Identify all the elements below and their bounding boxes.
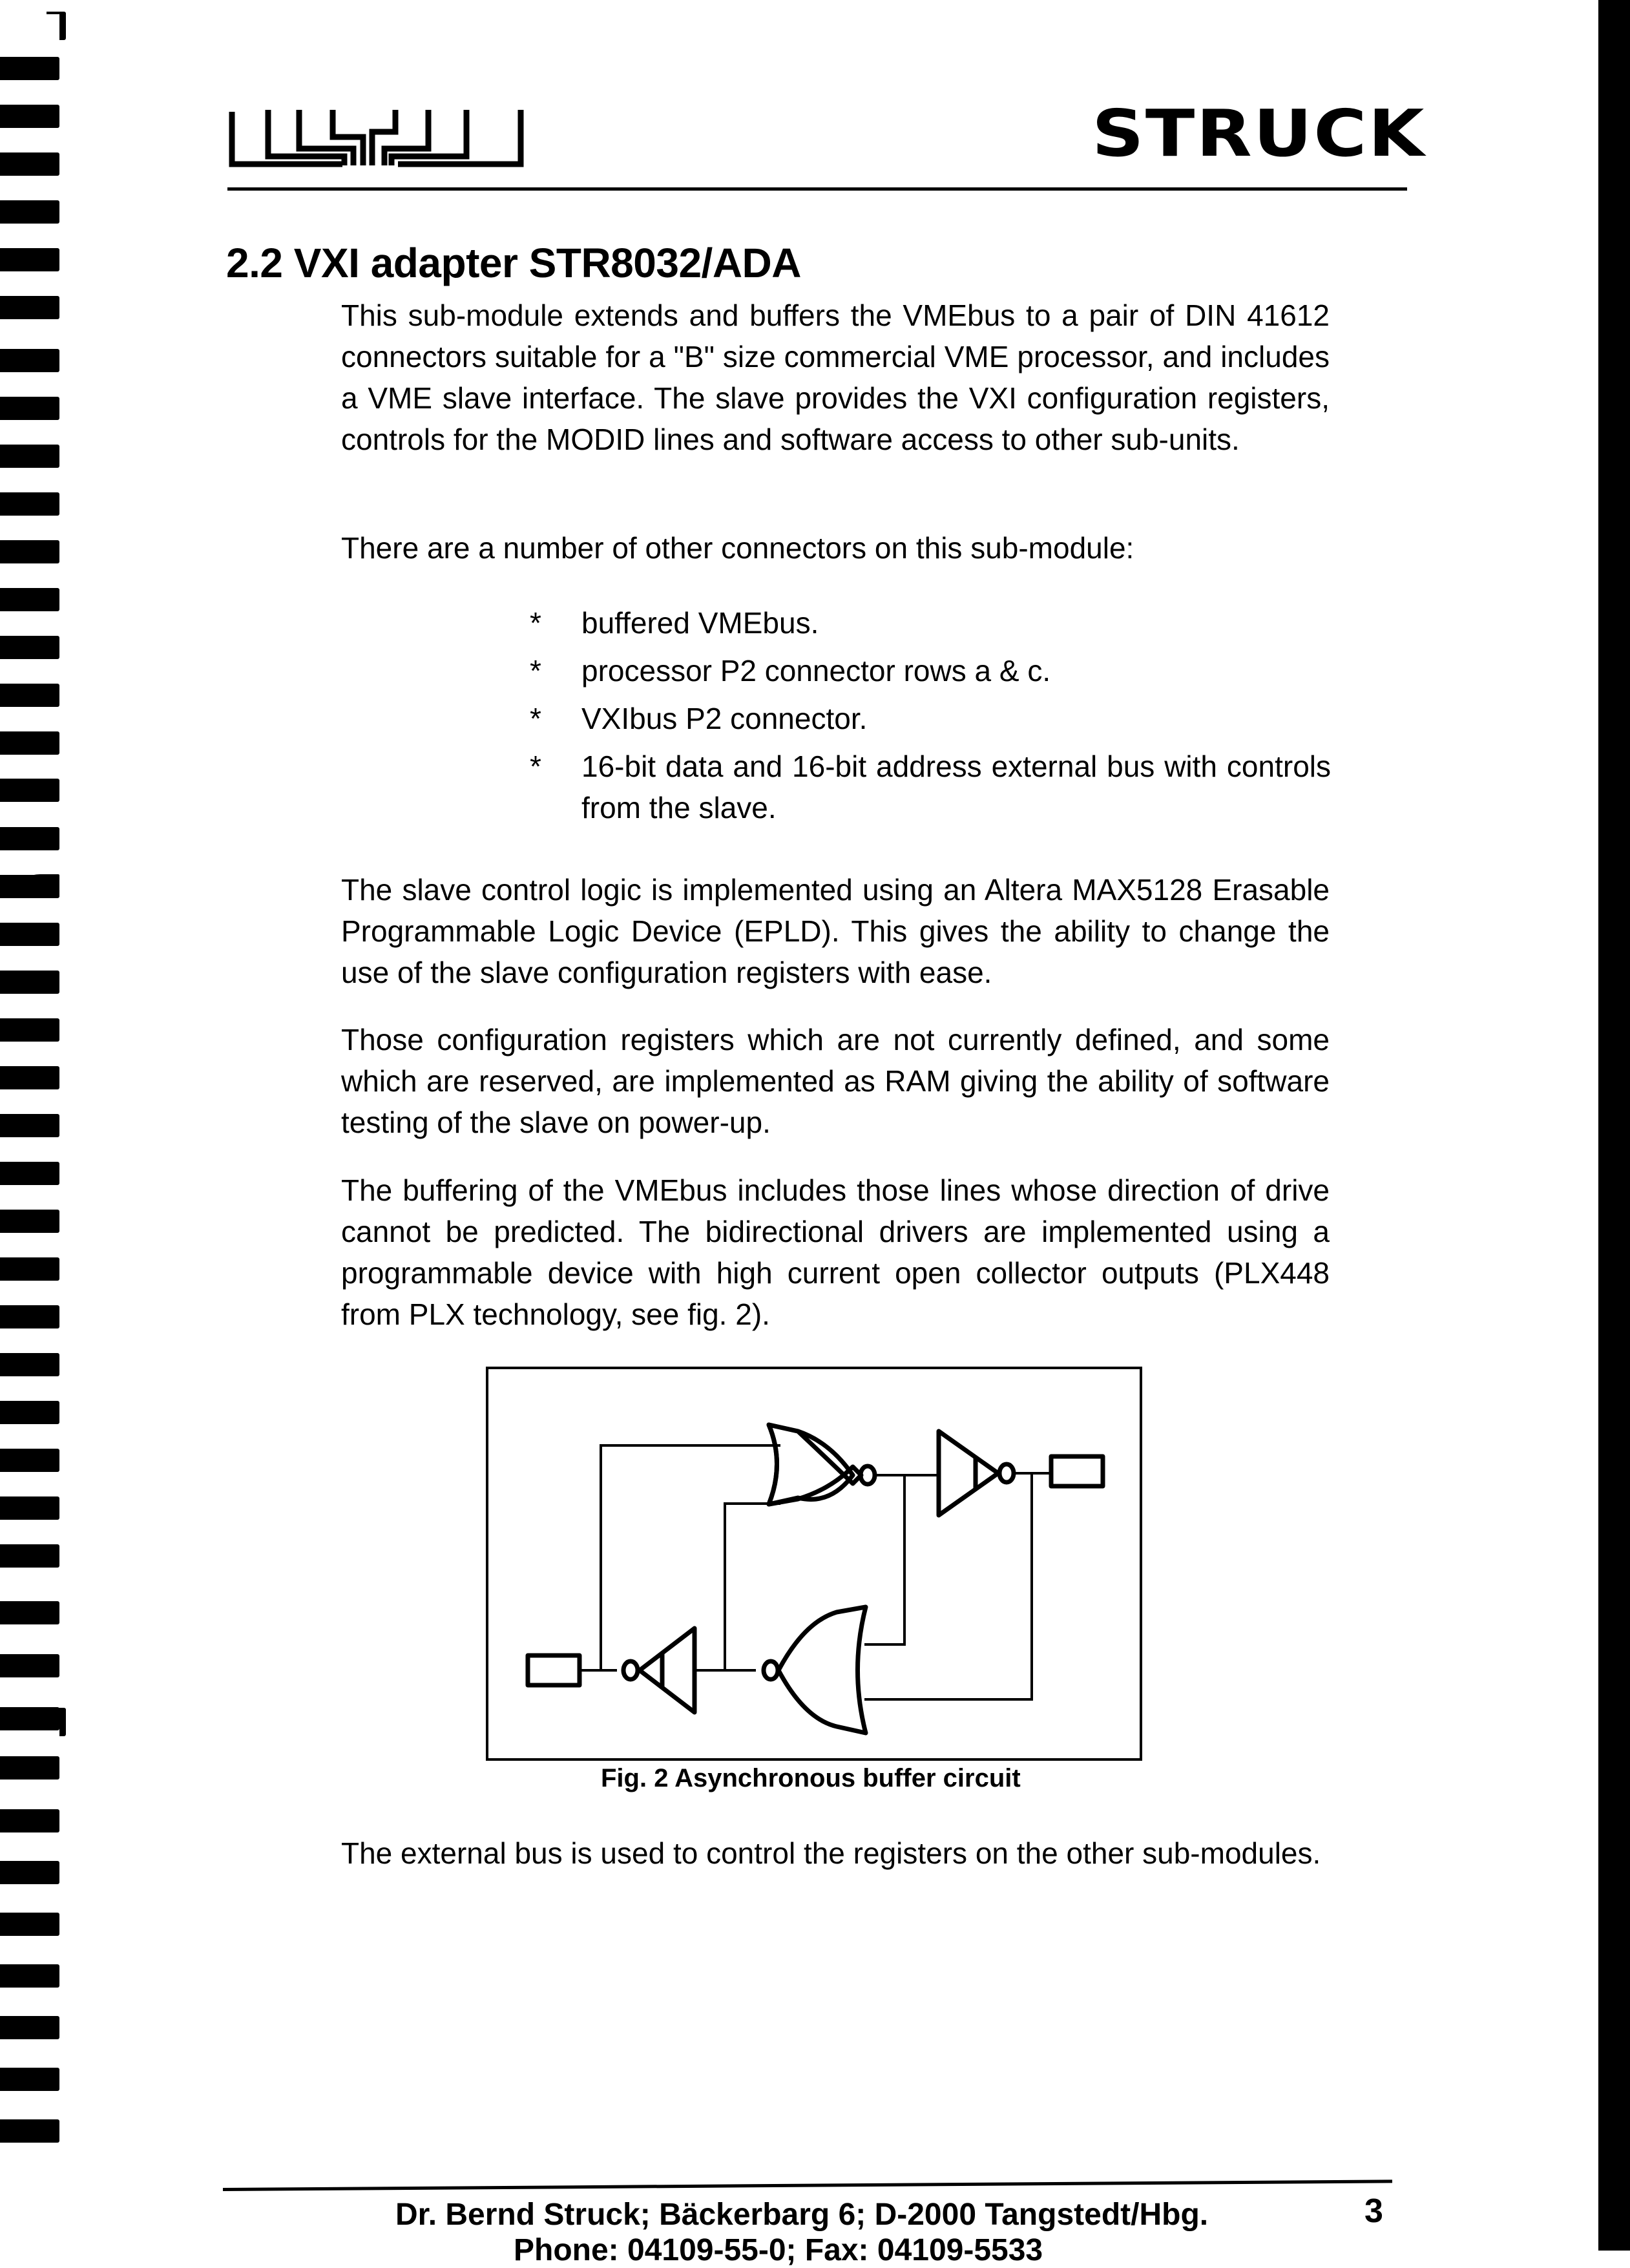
inversion-bubble-icon <box>764 1661 778 1679</box>
paragraph-connectors-lead: There are a number of other connectors on this sub-module: <box>341 531 1134 565</box>
binding-hole <box>0 1401 59 1424</box>
input-terminal-icon <box>528 1655 580 1685</box>
bullet-asterisk-icon: * <box>530 606 541 640</box>
binding-hole <box>0 445 59 468</box>
inversion-bubble-icon <box>999 1464 1014 1482</box>
binding-hole <box>0 588 59 611</box>
scan-edge-band <box>1598 0 1630 2251</box>
binding-hole <box>0 296 59 319</box>
binding-hole <box>0 636 59 659</box>
binding-hole <box>47 12 66 40</box>
figure-caption: Fig. 2 Asynchronous buffer circuit <box>601 1764 1021 1792</box>
binding-hole <box>0 105 59 128</box>
binding-hole <box>0 1654 59 1677</box>
binding-hole <box>0 1210 59 1233</box>
binding-hole <box>0 731 59 755</box>
binding-hole <box>0 1964 59 1988</box>
footer-address: Dr. Bernd Struck; Bäckerbarg 6; D-2000 Tangstedt/Hbg. <box>395 2198 1209 2232</box>
binding-hole <box>0 1496 59 1520</box>
brand-name: STRUCK <box>1092 96 1426 171</box>
binding-hole <box>0 1305 59 1328</box>
binding-hole <box>0 349 59 372</box>
binding-hole <box>0 152 59 176</box>
paragraph-registers: Those configuration registers which are not currently defined, and some which are reserved, are implemented as RAM giving the ability of software testing of the slave on power-up. <box>341 1023 1330 1139</box>
wire <box>725 1504 780 1670</box>
binding-hole <box>0 1449 59 1472</box>
binding-hole <box>0 1018 59 1042</box>
paragraph-intro: This sub-module extends and buffers the VMEbus to a pair of DIN 41612 connectors suitable for a "B" size commercial VME processor, and includes a VME slave interface. The slave provides the VXI configuration registers, controls for the MODID lines and software access to other sub-units. <box>341 299 1330 456</box>
asynchronous-buffer-circuit-diagram <box>486 1367 1142 1761</box>
binding-hole <box>0 971 59 994</box>
binding-hole <box>0 779 59 802</box>
binding-hole <box>0 923 59 946</box>
inversion-bubble-icon <box>861 1466 875 1484</box>
bullet-asterisk-icon: * <box>530 702 541 735</box>
page-number: 3 <box>1364 2192 1383 2230</box>
inverter-icon <box>939 1431 998 1515</box>
binding-hole <box>0 1544 59 1568</box>
binding-hole <box>0 57 59 80</box>
binding-hole <box>0 1861 59 1884</box>
paragraph-epld: The slave control logic is implemented using an Altera MAX5128 Erasable Programmable Logic Device (EPLD). This gives the ability to change the use of the slave configuration registers with ease. <box>341 873 1330 989</box>
binding-hole <box>0 1114 59 1137</box>
binding-hole <box>0 248 59 271</box>
binding-hole-open <box>47 1708 66 1736</box>
footer-contact: Phone: 04109-55-0; Fax: 04109-5533 <box>514 2233 1043 2267</box>
inversion-bubble-icon <box>623 1661 638 1679</box>
header-rule <box>227 187 1407 191</box>
wire <box>601 1445 780 1670</box>
binding-hole-notch <box>21 874 59 898</box>
binding-hole <box>0 1257 59 1281</box>
binding-hole <box>0 2016 59 2039</box>
binding-hole <box>0 492 59 516</box>
inverter-icon <box>640 1628 695 1712</box>
nor-gate-icon <box>778 1607 866 1733</box>
binding-hole <box>0 1756 59 1780</box>
binding-hole <box>0 1601 59 1624</box>
bullet-asterisk-icon: * <box>530 654 541 688</box>
paragraph-buffering: The buffering of the VMEbus includes those lines whose direction of drive cannot be predicted. The bidirectional drivers are implemented using a programmable device with high current open collector outputs (PLX448 from PLX technology, see fig. 2). <box>341 1173 1330 1331</box>
paragraph-external-bus: The external bus is used to control the registers on the other sub-modules. <box>341 1836 1321 1870</box>
binding-hole <box>0 1066 59 1089</box>
binding-hole <box>0 2119 59 2143</box>
binding-hole <box>0 684 59 707</box>
binding-hole <box>0 397 59 420</box>
footer-rule <box>223 2179 1392 2191</box>
binding-hole <box>0 200 59 224</box>
wire <box>864 1475 904 1644</box>
binding-hole <box>0 827 59 850</box>
binding-hole <box>0 1809 59 1832</box>
binding-hole <box>0 1353 59 1376</box>
bullet-asterisk-icon: * <box>530 750 541 783</box>
binding-hole <box>0 1913 59 1936</box>
struck-logo-icon <box>226 109 533 168</box>
binding-hole <box>0 1162 59 1185</box>
binding-hole <box>0 2068 59 2091</box>
section-heading: 2.2 VXI adapter STR8032/ADA <box>226 240 801 286</box>
output-terminal-icon <box>1051 1456 1103 1486</box>
binding-hole <box>0 540 59 563</box>
